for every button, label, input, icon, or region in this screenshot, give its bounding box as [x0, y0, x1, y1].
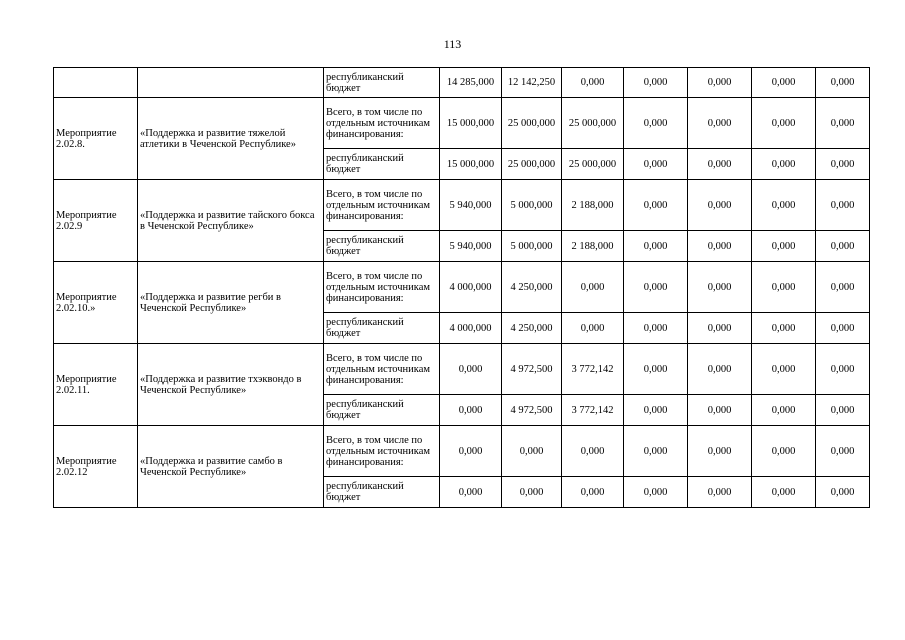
value-cell: 0,000 — [816, 477, 870, 508]
value-cell: 0,000 — [752, 68, 816, 98]
source-cell: республиканский бюджет — [324, 231, 440, 262]
value-cell: 0,000 — [752, 231, 816, 262]
source-cell: республиканский бюджет — [324, 477, 440, 508]
value-cell: 0,000 — [440, 426, 502, 477]
event-code-cell: Мероприятие 2.02.12 — [54, 426, 138, 508]
value-cell: 0,000 — [752, 313, 816, 344]
financing-table — [53, 67, 870, 508]
value-cell: 14 285,000 — [440, 68, 502, 98]
value-cell: 0,000 — [752, 477, 816, 508]
source-cell: Всего, в том числе по отдельным источникам финансирования: — [324, 344, 440, 395]
value-cell: 4 000,000 — [440, 262, 502, 313]
source-cell: республиканский бюджет — [324, 149, 440, 180]
value-cell: 4 972,500 — [502, 344, 562, 395]
table-row — [54, 68, 870, 98]
value-cell: 0,000 — [816, 68, 870, 98]
table-row — [54, 180, 870, 231]
value-cell: 25 000,000 — [502, 149, 562, 180]
source-cell: Всего, в том числе по отдельным источникам финансирования: — [324, 426, 440, 477]
value-cell: 0,000 — [752, 262, 816, 313]
value-cell: 0,000 — [562, 262, 624, 313]
table-row — [54, 426, 870, 477]
source-cell: республиканский бюджет — [324, 313, 440, 344]
value-cell: 5 000,000 — [502, 180, 562, 231]
value-cell: 0,000 — [752, 426, 816, 477]
value-cell: 0,000 — [688, 68, 752, 98]
value-cell: 0,000 — [624, 149, 688, 180]
value-cell: 0,000 — [688, 426, 752, 477]
event-name-cell: «Поддержка и развитие регби в Чеченской Республике» — [138, 262, 324, 344]
value-cell: 0,000 — [816, 180, 870, 231]
value-cell: 0,000 — [562, 68, 624, 98]
value-cell: 4 000,000 — [440, 313, 502, 344]
value-cell: 0,000 — [624, 231, 688, 262]
value-cell: 0,000 — [562, 313, 624, 344]
event-name-cell — [138, 68, 324, 98]
value-cell: 0,000 — [440, 477, 502, 508]
table-row — [54, 344, 870, 395]
value-cell: 0,000 — [688, 395, 752, 426]
value-cell: 4 250,000 — [502, 262, 562, 313]
value-cell: 0,000 — [816, 149, 870, 180]
table-row — [54, 262, 870, 313]
value-cell: 0,000 — [624, 426, 688, 477]
event-name-cell: «Поддержка и развитие тяжелой атлетики в Чеченской Республике» — [138, 98, 324, 180]
value-cell: 3 772,142 — [562, 395, 624, 426]
page-number: 113 — [443, 37, 462, 51]
event-name-cell: «Поддержка и развитие тайского бокса в Чеченской Республике» — [138, 180, 324, 262]
event-name-cell: «Поддержка и развитие тхэквондо в Чеченской Республике» — [138, 344, 324, 426]
value-cell: 5 940,000 — [440, 231, 502, 262]
source-cell: республиканский бюджет — [324, 68, 440, 98]
source-cell: республиканский бюджет — [324, 395, 440, 426]
value-cell: 0,000 — [502, 477, 562, 508]
value-cell: 0,000 — [752, 344, 816, 395]
event-code-cell: Мероприятие 2.02.11. — [54, 344, 138, 426]
value-cell: 0,000 — [752, 395, 816, 426]
value-cell: 0,000 — [624, 68, 688, 98]
value-cell: 0,000 — [624, 395, 688, 426]
value-cell: 25 000,000 — [562, 98, 624, 149]
value-cell: 3 772,142 — [562, 344, 624, 395]
value-cell: 0,000 — [562, 477, 624, 508]
value-cell: 12 142,250 — [502, 68, 562, 98]
value-cell: 15 000,000 — [440, 149, 502, 180]
value-cell: 0,000 — [502, 426, 562, 477]
value-cell: 0,000 — [624, 180, 688, 231]
event-name-cell: «Поддержка и развитие самбо в Чеченской Республике» — [138, 426, 324, 508]
value-cell: 0,000 — [688, 313, 752, 344]
value-cell: 0,000 — [816, 231, 870, 262]
value-cell: 0,000 — [752, 149, 816, 180]
value-cell: 0,000 — [624, 262, 688, 313]
source-cell: Всего, в том числе по отдельным источникам финансирования: — [324, 98, 440, 149]
value-cell: 0,000 — [562, 426, 624, 477]
source-cell: Всего, в том числе по отдельным источникам финансирования: — [324, 180, 440, 231]
value-cell: 0,000 — [688, 180, 752, 231]
value-cell: 0,000 — [624, 344, 688, 395]
event-code-cell: Мероприятие 2.02.8. — [54, 98, 138, 180]
value-cell: 0,000 — [688, 231, 752, 262]
value-cell: 0,000 — [816, 262, 870, 313]
value-cell: 4 972,500 — [502, 395, 562, 426]
value-cell: 25 000,000 — [562, 149, 624, 180]
value-cell: 0,000 — [688, 344, 752, 395]
value-cell: 0,000 — [688, 149, 752, 180]
value-cell: 0,000 — [440, 344, 502, 395]
value-cell: 2 188,000 — [562, 180, 624, 231]
value-cell: 0,000 — [752, 98, 816, 149]
event-code-cell: Мероприятие 2.02.9 — [54, 180, 138, 262]
value-cell: 0,000 — [688, 477, 752, 508]
value-cell: 0,000 — [624, 477, 688, 508]
source-cell: Всего, в том числе по отдельным источникам финансирования: — [324, 262, 440, 313]
value-cell: 0,000 — [816, 395, 870, 426]
event-code-cell: Мероприятие 2.02.10.» — [54, 262, 138, 344]
value-cell: 25 000,000 — [502, 98, 562, 149]
event-code-cell — [54, 68, 138, 98]
value-cell: 0,000 — [816, 313, 870, 344]
value-cell: 0,000 — [688, 262, 752, 313]
value-cell: 15 000,000 — [440, 98, 502, 149]
value-cell: 0,000 — [752, 180, 816, 231]
value-cell: 5 940,000 — [440, 180, 502, 231]
value-cell: 5 000,000 — [502, 231, 562, 262]
table-row — [54, 98, 870, 149]
value-cell: 0,000 — [440, 395, 502, 426]
value-cell: 0,000 — [624, 313, 688, 344]
value-cell: 2 188,000 — [562, 231, 624, 262]
value-cell: 4 250,000 — [502, 313, 562, 344]
value-cell: 0,000 — [816, 344, 870, 395]
value-cell: 0,000 — [688, 98, 752, 149]
value-cell: 0,000 — [624, 98, 688, 149]
value-cell: 0,000 — [816, 426, 870, 477]
value-cell: 0,000 — [816, 98, 870, 149]
